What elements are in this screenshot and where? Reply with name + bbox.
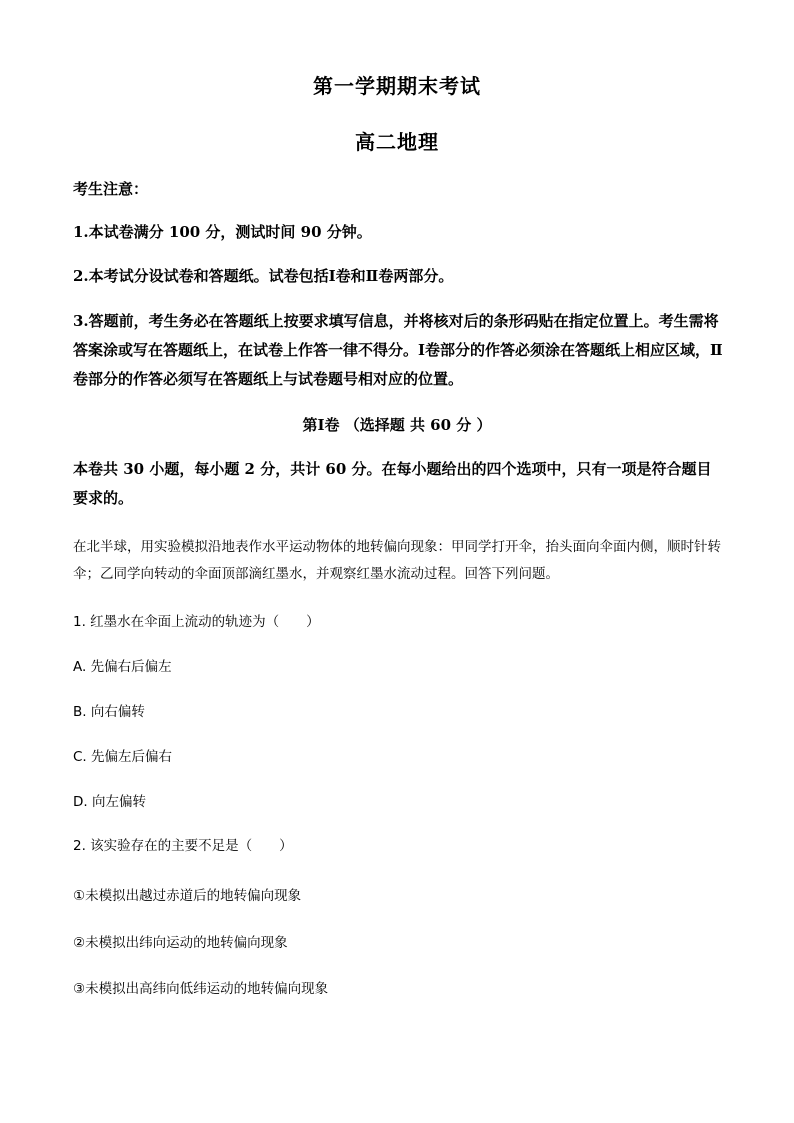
question-2-statement-1: ①未模拟出越过赤道后的地转偏向现象	[73, 888, 302, 904]
exam-subject: 高二地理	[355, 130, 439, 154]
question-1-option-c: C. 先偏左后偏右	[73, 749, 173, 765]
notice-heading: 考生注意：	[73, 180, 149, 198]
material-stem: 在北半球，用实验模拟沿地表作水平运动物体的地转偏向现象：甲同学打开伞，抬头面向伞面内侧，顺时针转伞；乙同学向转动的伞面顶部滴红墨水，并观察红墨水流动过程。回答下列问题。	[73, 539, 721, 582]
question-1-option-b: B. 向右偏转	[73, 704, 145, 720]
section-title: 第Ⅰ卷 （选择题 共 60 分 ）	[302, 416, 492, 434]
notice-item-1: 1.本试卷满分 100 分，测试时间 90 分钟。	[73, 223, 372, 241]
section-instructions: 本卷共 30 小题，每小题 2 分，共计 60 分。在每小题给出的四个选项中，只有一项是符合题目要求的。	[73, 460, 712, 507]
question-2-stem: 2. 该实验存在的主要不足是（ ）	[73, 838, 293, 854]
question-1-option-d: D. 向左偏转	[73, 794, 146, 810]
question-1-option-a: A. 先偏右后偏左	[73, 659, 172, 675]
notice-item-3: 3.答题前，考生务必在答题纸上按要求填写信息，并将核对后的条形码贴在指定位置上。考生需将答案涂或写在答题纸上，在试卷上作答一律不得分。Ⅰ卷部分的作答必须涂在答题纸上相应区域，Ⅱ卷部分的作答必须写在答题纸上与试卷题号相对应的位置。	[73, 312, 723, 388]
notice-item-2: 2.本考试分设试卷和答题纸。试卷包括Ⅰ卷和Ⅱ卷两部分。	[73, 267, 454, 285]
question-2-statement-3: ③未模拟出高纬向低纬运动的地转偏向现象	[73, 981, 329, 997]
exam-title: 第一学期期末考试	[313, 74, 481, 98]
question-1-stem: 1. 红墨水在伞面上流动的轨迹为（ ）	[73, 614, 320, 630]
question-2-statement-2: ②未模拟出纬向运动的地转偏向现象	[73, 935, 288, 951]
